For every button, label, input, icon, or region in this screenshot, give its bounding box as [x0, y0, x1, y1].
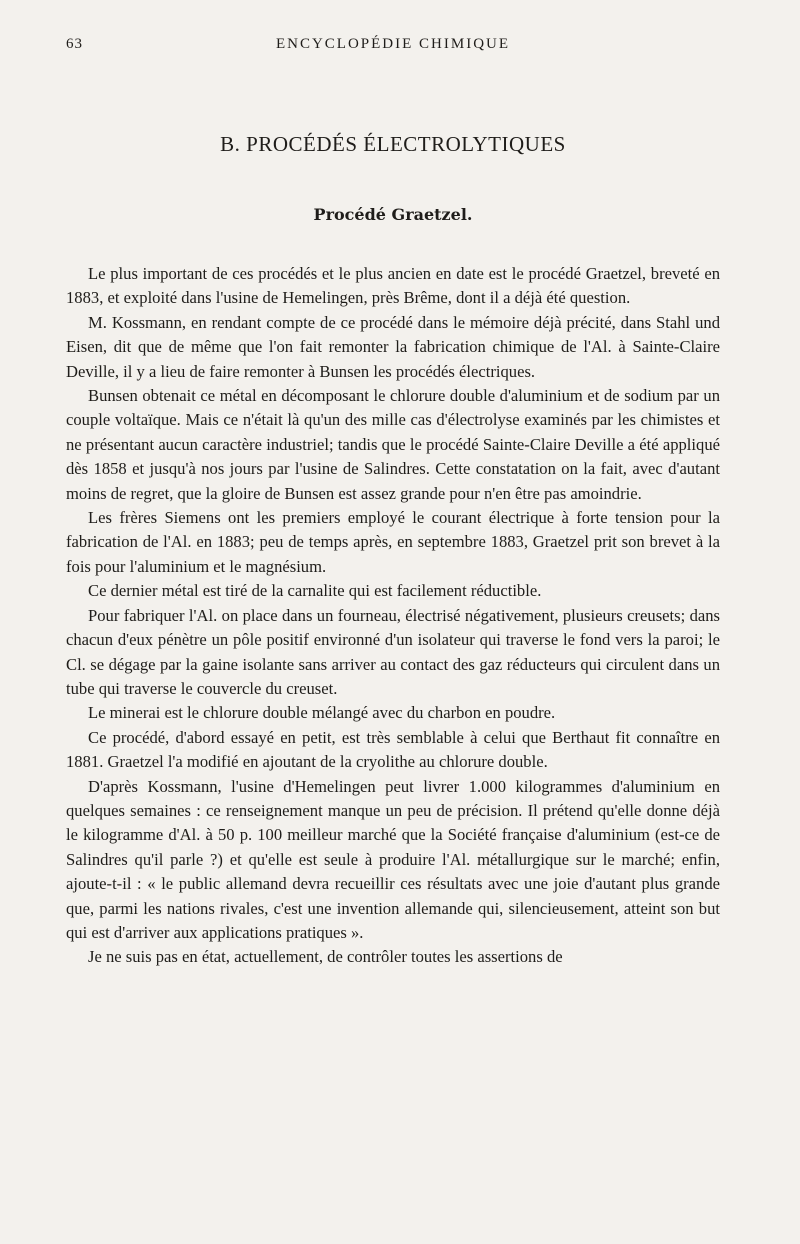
paragraph: Les frères Siemens ont les premiers employé le courant électrique à forte tension pour la fabrication de l'Al. en 1883; peu de temps après, en septembre 1883, Graetzel prit son brevet à la fois pour l'aluminium et le magnésium. [66, 508, 720, 576]
paragraph: M. Kossmann, en rendant compte de ce procédé dans le mémoire déjà précité, dans Stahl und Eisen, dit que de même que l'on fait remonter la fabrication chimique de l'Al. à Sainte-Claire Deville, il y a lieu de faire remonter à Bunsen les procédés électriques. [66, 312, 720, 381]
subsection-title: Procédé Graetzel. [313, 205, 473, 224]
section-title: B. PROCÉDÉS ÉLECTROLYTIQUES [220, 132, 566, 156]
running-head [66, 36, 720, 62]
paragraph: Ce dernier métal est tiré de la carnalite qui est facilement réductible. [88, 581, 542, 601]
paragraph: Le minerai est le chlorure double mélangé avec du charbon en poudre. [88, 703, 556, 723]
body-text [66, 262, 720, 970]
paragraph: Je ne suis pas en état, actuellement, de contrôler toutes les assertions de [88, 947, 563, 967]
running-title: ENCYCLOPÉDIE CHIMIQUE [275, 36, 511, 52]
paragraph: Ce procédé, d'abord essayé en petit, est très semblable à celui que Berthaut fit connaître en 1881. Graetzel l'a modifié en ajoutant de la cryolithe au chlorure double. [66, 727, 720, 772]
paragraph: Pour fabriquer l'Al. on place dans un fourneau, électrisé négativement, plusieurs creusets; dans chacun d'eux pénètre un pôle positif environné d'un isolateur qui traverse le fond vers la paroi; le Cl. se dégage par la gaine isolante sans arriver au contact des gaz réducteurs qui circulent dans un tube qui traverse le couvercle du creuset. [66, 605, 720, 698]
page-number: 63 [66, 36, 83, 52]
paragraph: Bunsen obtenait ce métal en décomposant le chlorure double d'aluminium et de sodium par un couple voltaïque. Mais ce n'était là qu'un des mille cas d'électrolyse examinés par les chimistes et ne présentant aucun caractère industriel; tandis que le procédé Sainte-Claire Deville a été appliqué dès 1858 et jusqu'à nos jours par l'usine de Salindres. Cette constatation on la fait, avec d'autant moins de regret, que la gloire de Bunsen est assez grande pour n'en être pas amoindrie. [66, 386, 720, 503]
paragraph: Le plus important de ces procédés et le plus ancien en date est le procédé Graetzel, breveté en 1883, et exploité dans l'usine de Hemelingen, près Brême, dont il a déjà été question. [66, 264, 720, 308]
paragraph: D'après Kossmann, l'usine d'Hemelingen peut livrer 1.000 kilogrammes d'aluminium en quelques semaines : ce renseignement manque un peu de précision. Il prétend qu'elle donne déjà le kilogramme d'Al. à 50 p. 100 meilleur marché que la Société française d'aluminium (est-ce de Salindres qu'il parle ?) et qu'elle est seule à produire l'Al. métallurgique sur le marché; enfin, ajoute-t-il : « le public allemand devra recueillir ces résultats avec une joie d'autant plus grande que, parmi les nations rivales, c'est une invention allemande qui, silencieusement, atteint son but qui est d'arriver aux applications pratiques ». [66, 776, 720, 942]
